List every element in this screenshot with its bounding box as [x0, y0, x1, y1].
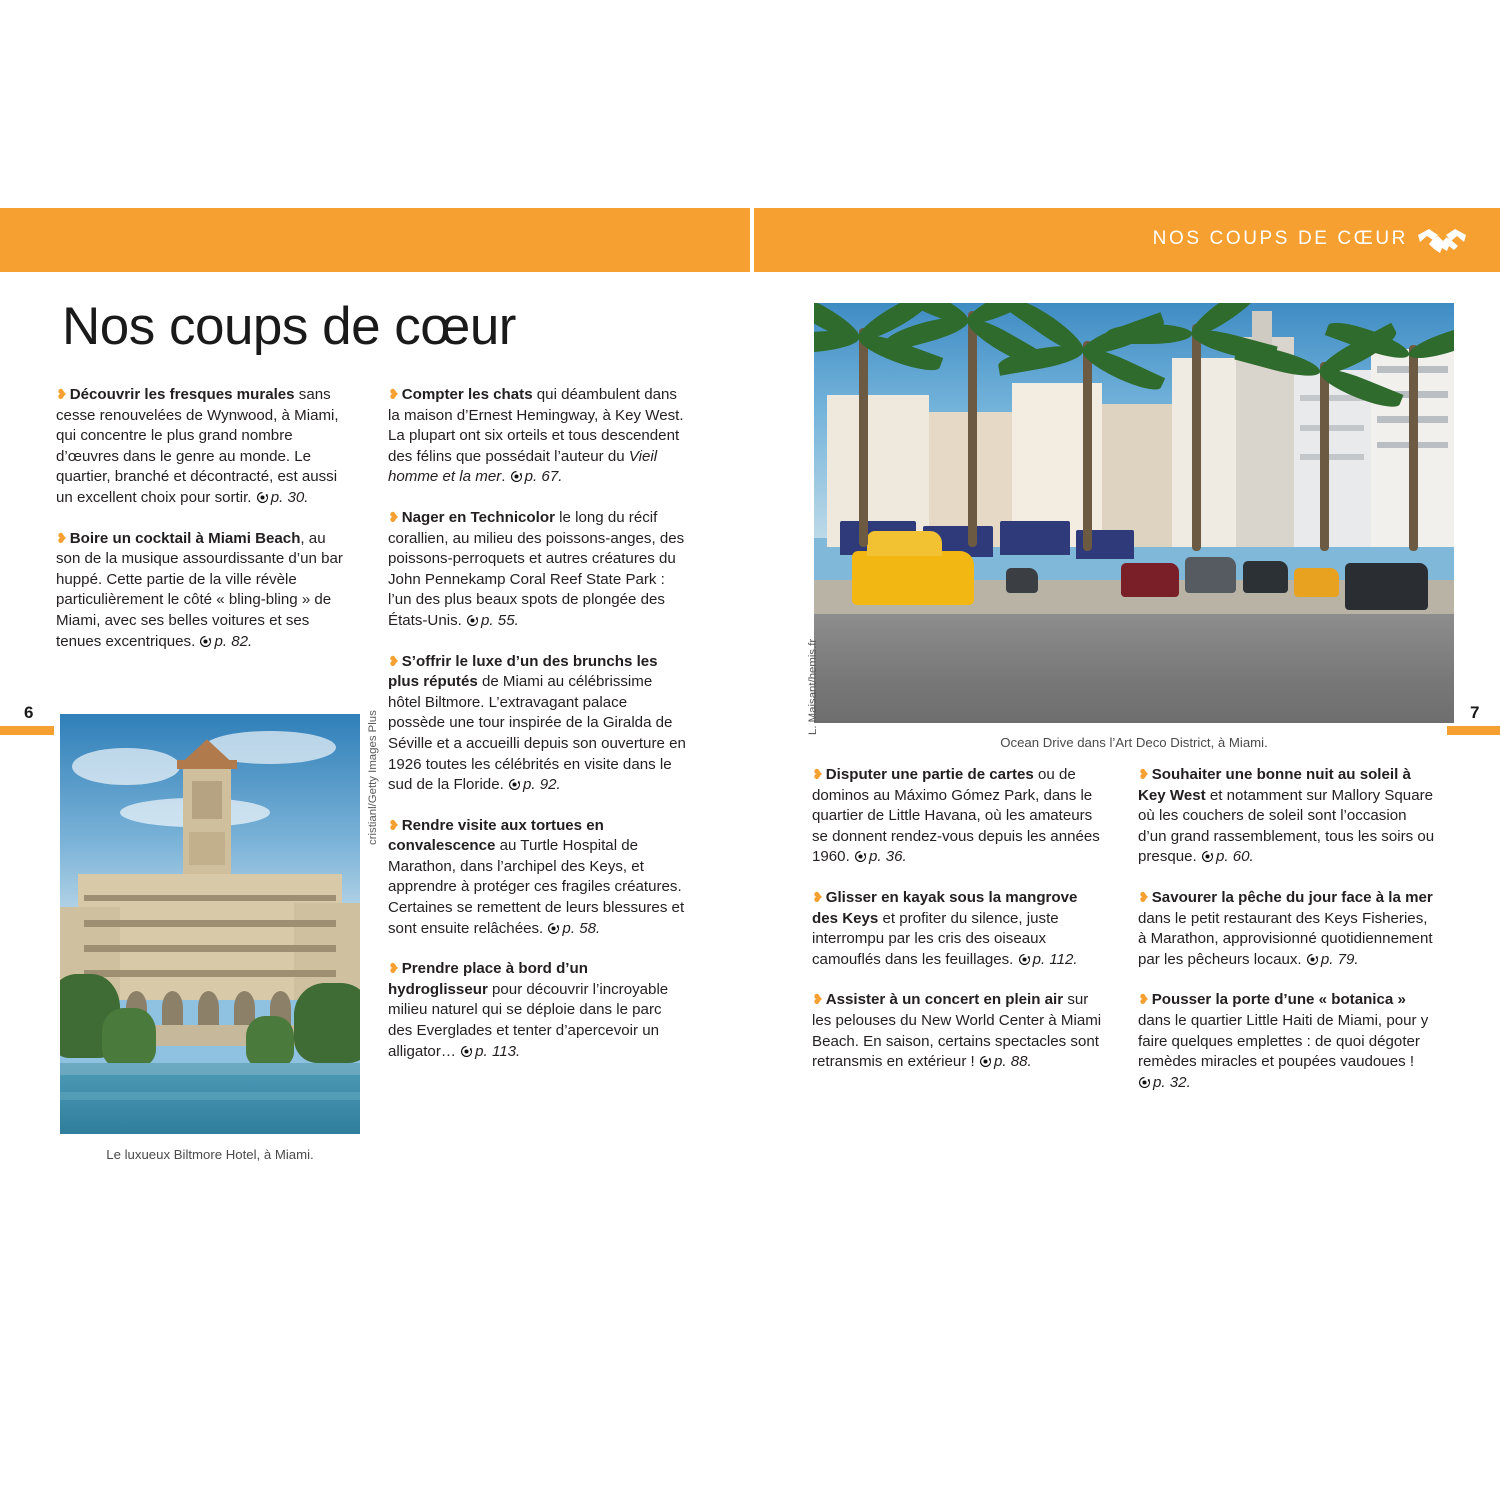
entry-body: le long du récif corallien, au milieu des poissons-anges, des poissons-perroquets et autres créatures du John Pennekamp Coral Reef State Park : l’un des plus beaux spots de plongée des États-Unis.	[388, 508, 685, 629]
entry-body: , au son de la musique assourdissante d’un bar huppé. Cette partie de la ville révèle particulièrement le côté « bling-bling » de Miami, avec ses belles voitures et ses tenues excentriques.	[56, 529, 343, 650]
entry-body: et notamment sur Mallory Square où les couchers de soleil sont l’occasion d’un grand rassemblement, tous les soirs ou presque.	[1138, 786, 1435, 866]
heart-bullet-icon: ❥	[1138, 991, 1149, 1008]
page-ref-icon	[256, 491, 269, 504]
heart-bullet-icon: ❥	[1138, 888, 1149, 905]
entry-lead: Pousser la porte d’une « botanica »	[1151, 991, 1406, 1009]
entry-body: pour découvrir l’incroyable milieu naturel qui se déploie dans le parc des Everglades et tenter d’apercevoir un alligator…	[388, 980, 669, 1060]
entry-lead: Souhaiter une bonne nuit au soleil à Key West	[1138, 766, 1411, 804]
photo-biltmore-hotel	[60, 714, 360, 1134]
entry-lead: Savourer la pêche du jour face à la mer	[1151, 888, 1433, 906]
page-ref-icon	[854, 850, 867, 863]
running-head-title: NOS COUPS DE CŒUR	[1152, 228, 1408, 249]
entry-body: qui déambulent dans la maison d’Ernest Hemingway, à Key West. La plupart ont six orteils et tous descendent des félins que possédait l’auteur du	[388, 386, 684, 465]
header-band-left	[0, 208, 750, 272]
page-reference[interactable]	[199, 633, 252, 650]
heart-bullet-icon: ❥	[388, 960, 399, 977]
page-reference-label: p. 92.	[522, 776, 561, 794]
page-reference[interactable]	[508, 776, 561, 793]
photo-caption-biltmore: Le luxueux Biltmore Hotel, à Miami.	[106, 1147, 314, 1162]
photo-credit-biltmore: cristianl/Getty Images Plus	[367, 710, 379, 845]
coup-de-coeur-entry	[1138, 989, 1438, 1093]
page-reference-label: p. 88.	[993, 1053, 1032, 1071]
heart-bullet-icon: ❥	[388, 508, 399, 525]
entry-lead: Boire un cocktail à Miami Beach	[69, 529, 301, 547]
heart-bullet-icon: ❥	[56, 386, 67, 402]
entry-body: sur les pelouses du New World Center à Miami Beach. En saison, certains spectacles sont retransmis en extérieur !	[812, 991, 1102, 1071]
heart-bullet-icon: ❥	[1138, 766, 1149, 782]
entry-body: de Miami au célébrissime hôtel Biltmore. L’extravagant palace possède une tour inspirée de la Giralda de Séville et a accueilli depuis son ouverture en 1926 toutes les célébrités en visite dans le sud de la Floride.	[388, 673, 686, 794]
page-ref-icon	[1138, 1076, 1151, 1089]
entry-body: et profiter du silence, juste interrompu par les cris des oiseaux camouflés dans les feuillages.	[812, 909, 1059, 968]
page-reference-label: p. 60.	[1215, 848, 1254, 866]
entries-column-1	[56, 384, 352, 652]
heart-bullet-icon: ❥	[812, 991, 823, 1008]
page-ref-icon	[466, 614, 479, 627]
page-ref-icon	[979, 1055, 992, 1068]
coup-de-coeur-entry	[812, 887, 1106, 970]
page-ref-icon	[547, 922, 560, 935]
entry-lead: Assister à un concert en plein air	[825, 991, 1064, 1009]
heart-bullet-icon: ❥	[812, 766, 823, 782]
page-reference-label: p. 112.	[1032, 950, 1078, 968]
entry-lead: Disputer une partie de cartes	[825, 766, 1034, 783]
page-reference[interactable]	[466, 612, 519, 629]
entry-body: au Turtle Hospital de Marathon, dans l’archipel des Keys, et apprendre à protéger ces fragiles créatures. Certaines se remettent de leurs blessures et sont ensuite relâchées.	[388, 837, 685, 937]
page-reference-label: p. 30.	[270, 488, 309, 506]
entry-body-continued: .	[501, 468, 510, 486]
entry-lead: S’offrir le luxe d’un des brunchs les plus réputés	[388, 652, 658, 691]
photo-credit-ocean-drive: L. Maisant/hemis.fr	[807, 638, 819, 735]
page-reference[interactable]	[547, 920, 600, 937]
page-reference[interactable]	[1306, 951, 1359, 968]
page-reference[interactable]	[1138, 1074, 1191, 1091]
photo-caption-ocean-drive: Ocean Drive dans l’Art Deco District, à Miami.	[1000, 735, 1268, 750]
page-reference-label: p. 36.	[868, 848, 907, 866]
page-reference-label: p. 32.	[1153, 1073, 1191, 1091]
page-reference-label: p. 58.	[562, 919, 601, 937]
page-ref-icon	[1201, 850, 1214, 863]
coup-de-coeur-entry	[1138, 764, 1438, 868]
entry-lead: Nager en Technicolor	[401, 508, 555, 526]
page-reference[interactable]	[1201, 848, 1254, 865]
entries-column-3	[812, 764, 1106, 1073]
page-ref-icon	[460, 1045, 473, 1058]
page-title: Nos coups de cœur	[62, 297, 516, 356]
photo-ocean-drive	[814, 303, 1454, 723]
page-reference[interactable]	[854, 848, 907, 865]
entry-body: dans le petit restaurant des Keys Fisheries, à Marathon, approvisionné quotidiennement par les pêcheurs locaux.	[1138, 909, 1433, 968]
page-reference-label: p. 82.	[214, 632, 253, 650]
coup-de-coeur-entry	[388, 958, 688, 1062]
entry-lead: Glisser en kayak sous la mangrove des Keys	[812, 888, 1078, 927]
entry-lead: Découvrir les fresques murales	[69, 386, 295, 403]
page-reference[interactable]	[510, 468, 563, 485]
heart-bullet-icon: ❥	[388, 386, 399, 402]
page-ref-icon	[510, 470, 523, 483]
page-reference[interactable]	[256, 489, 309, 506]
page-reference[interactable]	[979, 1053, 1032, 1070]
page-reference-label: p. 67.	[524, 468, 563, 486]
handshake-icon	[1416, 226, 1468, 256]
coup-de-coeur-entry	[388, 651, 688, 796]
entry-lead: Prendre place à bord d’un hydroglisseur	[388, 960, 588, 998]
page-ref-icon	[1018, 953, 1031, 966]
entry-lead: Compter les chats	[401, 386, 533, 403]
entries-column-2	[388, 384, 688, 1062]
page-ref-icon	[1306, 953, 1319, 966]
page-reference-label: p. 55.	[481, 611, 519, 629]
heart-bullet-icon: ❥	[388, 652, 399, 669]
coup-de-coeur-entry	[388, 384, 688, 488]
page-number-right-bar	[1447, 726, 1500, 735]
coup-de-coeur-entry	[56, 384, 352, 509]
heart-bullet-icon: ❥	[388, 816, 399, 833]
heart-bullet-icon: ❥	[56, 529, 67, 546]
entry-body: dans le quartier Little Haiti de Miami, pour y faire quelques emplettes : de quoi dégoter remèdes miracles et poupées vaudoues !	[1138, 1011, 1429, 1071]
coup-de-coeur-entry	[388, 507, 688, 632]
coup-de-coeur-entry	[812, 989, 1106, 1072]
page-reference-label: p. 79.	[1320, 950, 1359, 968]
page-ref-icon	[199, 635, 212, 648]
coup-de-coeur-entry	[1138, 887, 1438, 970]
page-reference-label: p. 113.	[475, 1042, 521, 1060]
coup-de-coeur-entry	[56, 528, 352, 653]
entry-italic-title: Vieil homme et la mer	[388, 447, 658, 486]
page-reference[interactable]	[460, 1043, 520, 1060]
page-number-left: 6	[24, 703, 34, 722]
coup-de-coeur-entry	[388, 815, 688, 940]
page-number-right: 7	[1470, 703, 1480, 722]
entry-body: sans cesse renouvelées de Wynwood, à Miami, qui concentre le plus grand nombre d’œuvres dans le genre au monde. Le quartier, branché et décontracté, est aussi un excellent choix pour sortir.	[56, 386, 339, 506]
page-reference[interactable]	[1018, 951, 1078, 968]
heart-bullet-icon: ❥	[812, 888, 823, 905]
entries-column-4	[1138, 764, 1438, 1093]
entry-lead: Rendre visite aux tortues en convalescence	[388, 816, 604, 855]
coup-de-coeur-entry	[812, 764, 1106, 868]
page-ref-icon	[508, 778, 521, 791]
entry-body: ou de dominos au Máximo Gómez Park, dans le quartier de Little Havana, où les amateurs se donnent rendez-vous depuis les années 1960.	[812, 766, 1100, 866]
page-number-left-bar	[0, 726, 54, 735]
